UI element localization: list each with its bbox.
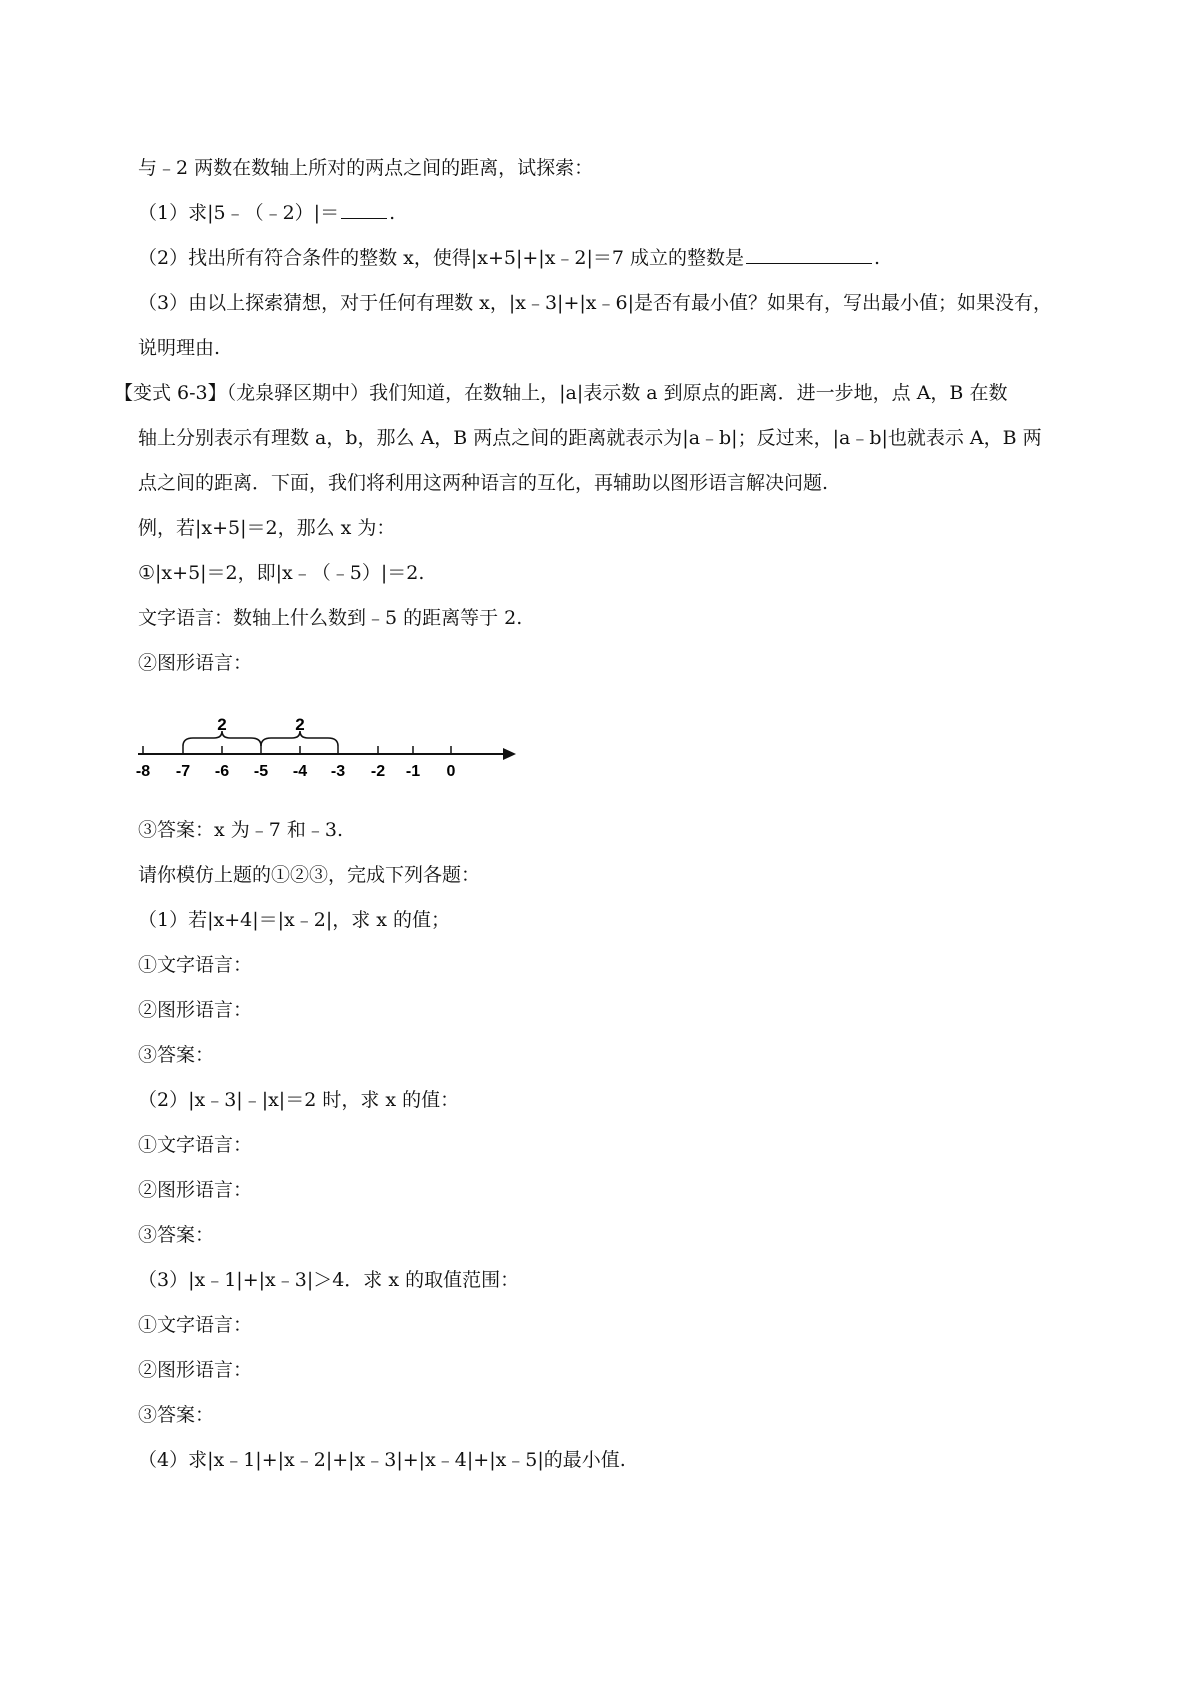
text-line-1: 与﹣2 两数在数轴上所对的两点之间的距离，试探索： (138, 157, 594, 179)
question-2-end: . (874, 247, 881, 269)
subquestion-2-graphic-language: ②图形语言： (138, 1179, 253, 1201)
subquestion-3-answer: ③答案： (138, 1404, 215, 1426)
question-1-text: （1）求|5﹣（﹣2）|＝ (138, 202, 340, 224)
brace-left-label: 2 (217, 715, 227, 734)
variant-text-line-3: 点之间的距离．下面，我们将利用这两种语言的互化，再辅助以图形语言解决问题. (138, 472, 829, 494)
tick-label: -4 (292, 763, 308, 780)
question-1-end: . (389, 202, 396, 224)
tick-label: -1 (405, 763, 421, 780)
subquestion-1: （1）若|x+4|＝|x﹣2|，求 x 的值； (138, 909, 451, 931)
example-step-1: ①|x+5|＝2，即|x﹣（﹣5）|＝2. (138, 562, 425, 584)
example-graphic-language: ②图形语言： (138, 652, 253, 674)
example-answer: ③答案：x 为﹣7 和﹣3. (138, 819, 344, 841)
subquestion-4: （4）求|x﹣1|+|x﹣2|+|x﹣3|+|x﹣4|+|x﹣5|的最小值. (138, 1449, 626, 1471)
tick-label: -2 (370, 763, 386, 780)
question-2-text: （2）找出所有符合条件的整数 x，使得|x+5|+|x﹣2|＝7 成立的整数是 (138, 247, 745, 269)
number-line-figure (135, 715, 518, 784)
subquestion-1-answer: ③答案： (138, 1044, 215, 1066)
tick-label: -3 (330, 763, 346, 780)
subquestion-3-graphic-language: ②图形语言： (138, 1359, 253, 1381)
example-text-language: 文字语言：数轴上什么数到﹣5 的距离等于 2. (138, 607, 523, 629)
variant-6-3-heading: 【变式 6-3】（龙泉驿区期中）我们知道，在数轴上，|a|表示数 a 到原点的距离．进一步地，点 A，B 在数 (114, 382, 1008, 404)
tick-label: -8 (135, 763, 151, 780)
tick-label: -5 (253, 763, 269, 780)
question-3-line: （3）由以上探索猜想，对于任何有理数 x，|x﹣3|+|x﹣6|是否有最小值？如果有，写出最小值；如果没有， (138, 292, 1052, 314)
tick-label: -6 (214, 763, 230, 780)
tick-label: 0 (446, 763, 456, 780)
subquestion-3-text-language: ①文字语言： (138, 1314, 253, 1336)
answer-blank-1[interactable] (341, 200, 387, 219)
question-1-line (138, 200, 395, 226)
subquestion-1-graphic-language: ②图形语言： (138, 999, 253, 1021)
subquestion-3: （3）|x﹣1|+|x﹣3|＞4．求 x 的取值范围： (138, 1269, 520, 1291)
number-line-arrow-icon (503, 748, 516, 760)
subquestion-1-text-language: ①文字语言： (138, 954, 253, 976)
subquestion-2: （2）|x﹣3|﹣|x|＝2 时，求 x 的值： (138, 1089, 460, 1111)
tick-label: -7 (175, 763, 191, 780)
subquestion-2-answer: ③答案： (138, 1224, 215, 1246)
answer-blank-2[interactable] (746, 245, 872, 264)
example-line: 例，若|x+5|＝2，那么 x 为： (138, 517, 396, 539)
question-2-line (138, 245, 880, 271)
variant-text-line-2: 轴上分别表示有理数 a，b，那么 A，B 两点之间的距离就表示为|a﹣b|；反过来，|a﹣b|也就表示 A，B 两 (138, 427, 1042, 449)
question-3-line-2: 说明理由. (138, 337, 221, 359)
subquestion-2-text-language: ①文字语言： (138, 1134, 253, 1156)
brace-right-label: 2 (295, 715, 305, 734)
instruction-line: 请你模仿上题的①②③，完成下列各题： (138, 864, 481, 886)
